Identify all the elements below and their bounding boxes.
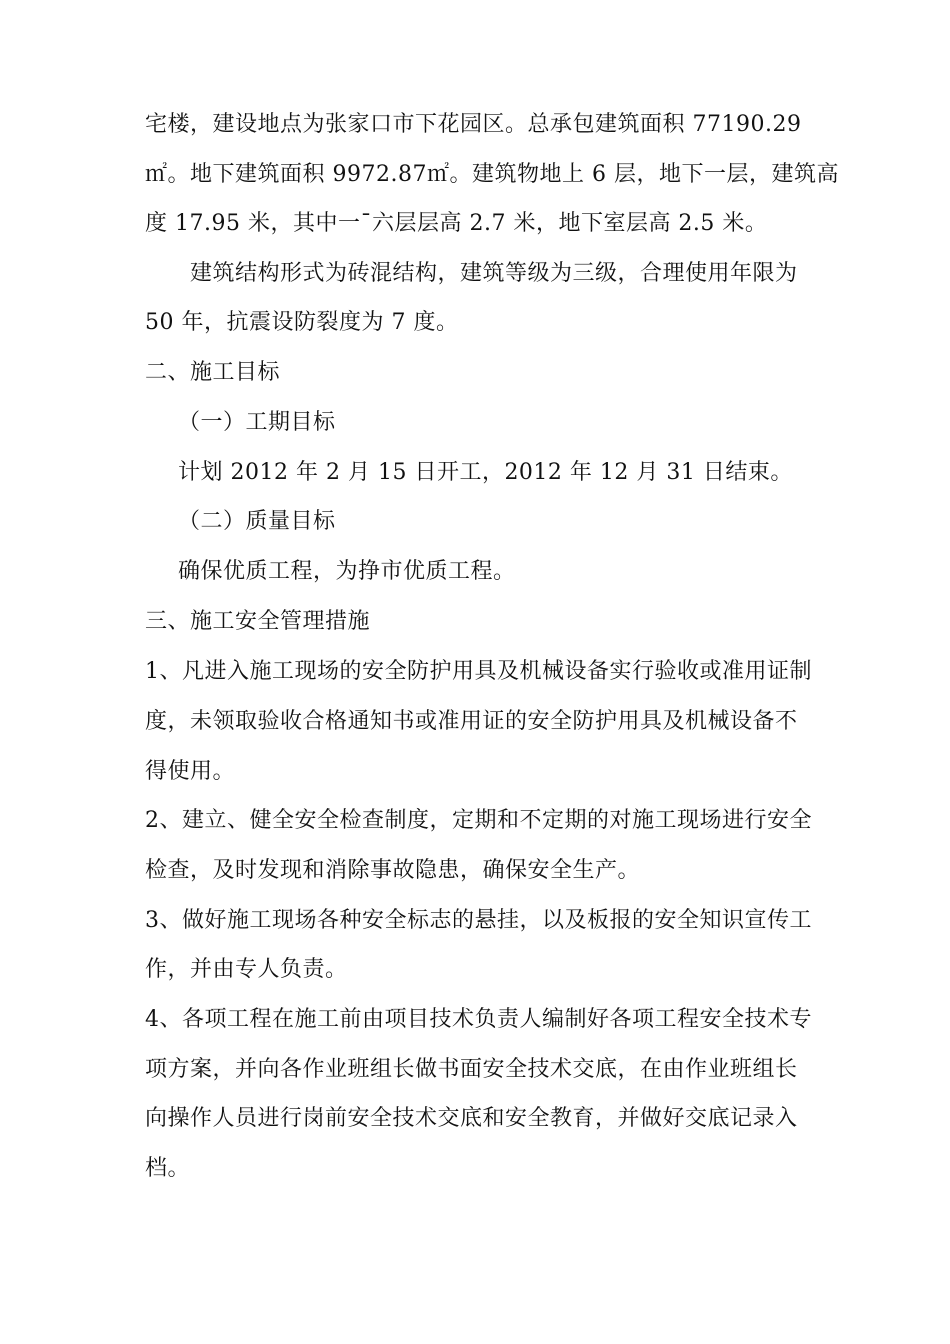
list-item-line: 作，并由专人负责。 (145, 957, 348, 982)
section-heading: 三、施工安全管理措施 (145, 609, 371, 634)
paragraph-line: 宅楼，建设地点为张家口市下花园区。总承包建筑面积 77190.29 (145, 112, 802, 137)
paragraph-line: ㎡。地下建筑面积 9972.87㎡。建筑物地上 6 层，地下一层，建筑高 (145, 162, 839, 187)
list-item-line: 3、做好施工现场各种安全标志的悬挂，以及板报的安全知识宣传工 (145, 908, 812, 933)
list-item-line: 4、各项工程在施工前由项目技术负责人编制好各项工程安全技术专 (145, 1007, 812, 1032)
list-item-line: 2、建立、健全安全检查制度，定期和不定期的对施工现场进行安全 (145, 808, 812, 833)
paragraph-line: 建筑结构形式为砖混结构，建筑等级为三级，合理使用年限为 (190, 261, 798, 286)
subsection-heading: （二）质量目标 (178, 509, 336, 534)
list-item-line: 得使用。 (145, 759, 236, 784)
list-item-line: 向操作人员进行岗前安全技术交底和安全教育，并做好交底记录入 (145, 1106, 798, 1131)
section-heading: 二、施工目标 (145, 360, 281, 385)
paragraph-line: 确保优质工程，为挣市优质工程。 (178, 559, 516, 584)
paragraph-line: 50 年，抗震设防裂度为 7 度。 (145, 310, 459, 335)
paragraph-line: 度 17.95 米，其中一¯六层层高 2.7 米，地下室层高 2.5 米。 (145, 211, 768, 236)
list-item-line: 检查，及时发现和消除事故隐患，确保安全生产。 (145, 858, 641, 883)
list-item-line: 项方案，并向各作业班组长做书面安全技术交底，在由作业班组长 (145, 1057, 798, 1082)
list-item-line: 档。 (145, 1156, 191, 1181)
paragraph-line: 计划 2012 年 2 月 15 日开工，2012 年 12 月 31 日结束。 (178, 460, 793, 485)
list-item-line: 1、凡进入施工现场的安全防护用具及机械设备实行验收或准用证制 (145, 659, 812, 684)
list-item-line: 度，未领取验收合格通知书或准用证的安全防护用具及机械设备不 (145, 709, 798, 734)
subsection-heading: （一）工期目标 (178, 410, 336, 435)
